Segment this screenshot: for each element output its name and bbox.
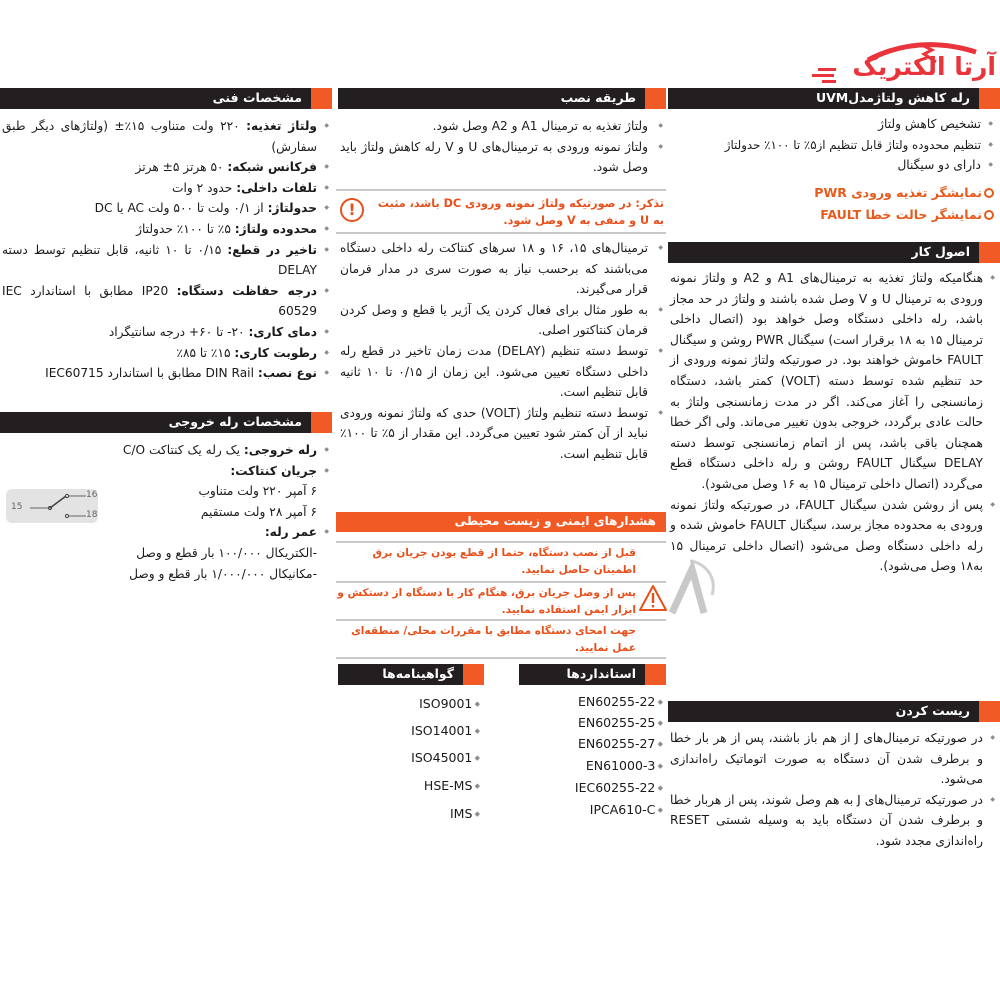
reset-item: ◆ در صورتیکه ترمینال‌های J از هم باز باشند، پس از هر بار خطا و برطرف شدن آن دستگاه به صورت اتوماتیک راه‌اندازی می‌شود. [670, 728, 996, 790]
spec-item [2, 363, 330, 384]
feature-item: ◆ تشخیص کاهش ولتاژ [672, 114, 994, 135]
spec-item [2, 116, 330, 157]
operation-title: اصول کار [911, 244, 970, 259]
warning-triangle-icon [638, 584, 668, 612]
divider [336, 581, 666, 583]
header-accent [979, 242, 1000, 263]
contact-diagram [6, 489, 98, 523]
divider [336, 619, 666, 621]
terminal-16-label: 16 [86, 490, 98, 500]
certificates-list [338, 696, 480, 826]
indicator-ring-icon [984, 188, 994, 198]
standards-list [519, 694, 663, 834]
header-accent [979, 88, 1000, 109]
spec-item [2, 343, 330, 364]
spec-item [2, 157, 330, 178]
spec-value: از ۰/۱ ولت تا ۵۰۰ ولت AC یا DC [94, 201, 268, 216]
relay-life-value: -الکتریکال ۱۰۰/۰۰۰ بار قطع و وصل [136, 545, 317, 560]
contact-current-value: ۶ آمپر ۲۸ ولت مستقیم [200, 504, 317, 519]
spec-item [2, 240, 330, 281]
spec-value: ۲۲۰ ولت متناوب ۱۵٪± (ولتاژهای دیگر طبق سفارش) [2, 119, 317, 154]
relay-life-value: -مکانیکال ۱/۰۰۰/۰۰۰ بار قطع و وصل [129, 566, 317, 581]
safety-item: قبل از نصب دستگاه، حتما از قطع بودن جریان برق اطمینان حاصل نمایید. [372, 547, 636, 576]
spec-key: دمای کاری: [248, 324, 317, 339]
certificate-item: ISO45001 ◆ [411, 750, 480, 765]
contact-current-item [2, 461, 330, 482]
indicator-ring-icon [984, 210, 994, 220]
dc-note-text: تذکر: در صورتیکه ولتاژ نمونه ورودی DC باشد، مثبت به U و منفی به V وصل شود. [377, 197, 664, 227]
spec-value: ۰/۱۵ تا ۱۰ ثانیه، قابل تنظیم توسط دسته DELAY [2, 242, 317, 278]
standard-item: IPCA610-C ◆ [590, 802, 663, 817]
header-accent [979, 701, 1000, 722]
operation-header [668, 242, 1000, 263]
spec-item [2, 322, 330, 343]
brand-logo [808, 38, 998, 86]
installation-item: ◆ به طور مثال برای فعال کردن یک آژیر یا قطع و وصل کردن فرمان کنتاکتور اصلی. [340, 300, 664, 341]
installation-body-2 [340, 238, 664, 465]
installation-item: ◆ ولتاژ تغذیه به ترمینال A1 و A2 وصل شود. [340, 116, 664, 137]
output-relay-item [2, 440, 330, 461]
certificate-item: HSE-MS ◆ [424, 778, 480, 793]
spec-item [2, 178, 330, 199]
spec-value: ۱۵٪ تا ۸۵٪ [176, 345, 235, 360]
feature-item: ◆ تنظیم محدوده ولتاژ قابل تنظیم از۵٪ تا ۱۰۰٪ حدولتاژ [672, 135, 994, 156]
standard-item: EN61000-3 ◆ [586, 758, 663, 773]
installation-header [338, 88, 666, 109]
contact-current-label: جریان کنتاکت: [230, 463, 317, 478]
certificate-item: ISO9001 ◆ [419, 696, 480, 711]
pwr-indicator-label: نمایشگر تغذیه ورودی PWR [814, 184, 982, 200]
spec-value: حدود ۲ وات [172, 180, 237, 195]
standards-title: استانداردها [566, 666, 636, 681]
spec-value: DIN Rail مطابق با استاندارد IEC60715 [45, 366, 258, 381]
safety-header [336, 512, 666, 532]
watermark-icon [660, 555, 720, 625]
spec-value: IP20 مطابق با استاندارد IEC 60529 [2, 283, 317, 319]
terminal-15-label: 15 [11, 502, 23, 512]
terminal-18-label: 18 [86, 510, 98, 520]
operation-item: ◆ پس از روشن شدن سیگنال FAULT، در صورتیکه ولتاژ نمونه ورودی به محدوده مجاز برسد، سیگنال FAULT خاموش شده و رله داخلی دستگاه وصل می‌شود (اتصال داخلی ترمینال ۱۵ به۱۸ وصل می‌شود). [670, 495, 996, 577]
spec-item [2, 281, 330, 322]
installation-body [340, 116, 664, 178]
standard-item: EN60255-22 ◆ [578, 694, 663, 709]
installation-item: ◆ ولتاژ نمونه ورودی به ترمینال‌های U و V رله کاهش ولتاژ باید وصل شود. [340, 137, 664, 178]
safety-item: پس از وصل جریان برق، هنگام کار با دستگاه از دستکش و ابزار ایمن استفاده نمایید. [337, 587, 636, 616]
certificate-item: IMS ◆ [450, 806, 480, 821]
spec-key: رطوبت کاری: [234, 345, 317, 360]
output-title: مشخصات رله خروجی [168, 414, 302, 429]
certificates-title: گواهینامه‌ها [382, 666, 454, 681]
product-features [672, 114, 994, 226]
product-title: رله کاهش ولتاژمدلUVM [815, 90, 970, 105]
spec-key: محدوده ولتاژ: [234, 221, 317, 236]
contact-current-value: ۶ آمپر ۲۲۰ ولت متناوب [198, 484, 317, 499]
standards-header [519, 664, 666, 685]
spec-value: ۵٪ تا ۱۰۰٪ حدولتاژ [136, 221, 235, 236]
installation-item: ◆ توسط دسته تنظیم (DELAY) مدت زمان تاخیر در قطع رله داخلی دستگاه تعیین می‌شود. این زمان از ۰/۱۵ تا ۱۰ ثانیه قابل تنظیم است. [340, 341, 664, 403]
fault-indicator [672, 204, 994, 226]
standard-item: EN60255-25 ◆ [578, 715, 663, 730]
spec-item [2, 198, 330, 219]
spec-key: تلفات داخلی: [236, 180, 317, 195]
reset-header [668, 701, 1000, 722]
reset-title: ریست کردن [895, 703, 970, 718]
spec-key: ولتاژ تغذیه: [246, 119, 317, 133]
output-header [0, 412, 332, 433]
header-accent [645, 88, 666, 109]
header-accent [311, 88, 332, 109]
relay-life-item [2, 522, 330, 543]
specs-list [2, 116, 330, 384]
specs-header [0, 88, 332, 109]
installation-item: ◆ ترمینال‌های ۱۵، ۱۶ و ۱۸ سرهای کنتاکت رله داخلی دستگاه می‌باشند که برحسب نیاز به صورت سری در مدار فرمان قرار می‌گیرند. [340, 238, 664, 300]
reset-body [670, 728, 996, 852]
spec-value: ۵۰ هرتز ۵± هرتز [135, 160, 228, 175]
divider [336, 657, 666, 659]
safety-title: هشدارهای ایمنی و زیست محیطی [454, 514, 656, 528]
divider [336, 232, 666, 234]
fault-indicator-label: نمایشگر حالت خطا FAULT [820, 206, 982, 222]
reset-item: ◆ در صورتیکه ترمینال‌های J به هم وصل شوند، پس از هربار خطا و برطرف شدن آن دستگاه باید به وسیله شستی RESET راه‌اندازی مجدد شود. [670, 790, 996, 852]
relay-life-label: عمر رله: [264, 525, 317, 540]
standard-item: IEC60255-22 ◆ [575, 780, 663, 795]
header-accent [645, 664, 666, 685]
installation-item: ◆ توسط دسته تنظیم ولتاژ (VOLT) حدی که ولتاژ نمونه ورودی نباید از آن کمتر شود تعیین می‌گردد. این مقدار از ۵٪ تا ۱۰۰٪ قابل تنظیم است. [340, 403, 664, 465]
divider [336, 541, 666, 543]
certificates-header [338, 664, 484, 685]
pwr-indicator [672, 182, 994, 204]
dc-note [336, 194, 666, 230]
feature-item: ◆ دارای دو سیگنال [672, 155, 994, 176]
spec-key: درجه حفاظت دستگاه: [176, 283, 318, 298]
standard-item: EN60255-27 ◆ [578, 736, 663, 751]
operation-item: ◆ هنگامیکه ولتاژ تغذیه به ترمینال‌های A1 و A2 و ولتاژ نمونه ورودی به ترمینال U و V وصل شده باشند و ولتاژ در حد مجاز باشد، رله داخلی دستگاه وصل خواهد بود (اتصال داخلی ترمینال ۱۵ به ۱۸ برقرار است) سیگنال PWR روشن و سیگنال FAULT خاموش خواهند بود. در صورتیکه ولتاژ نمونه ورودی از حد تنظیم شده توسط دسته (VOLT) کمتر باشد، دستگاه زمانسنجی را آغاز می‌کند. اگر در مدت زمانسنجی ولتاژ به حالت عادی برگردد، خروجی بدون تغییر می‌ماند. ولی اگر خطا همچنان باقی باشد، پس از اتمام زمانسنجی توسط دسته DELAY سیگنال FAULT روشن و رله داخلی دستگاه قطع می‌گردد (اتصال داخلی ترمینال ۱۵ به ۱۶ وصل می‌شود). [670, 268, 996, 495]
spec-value: ۲۰- تا ۶۰+ درجه سانتیگراد [108, 324, 249, 339]
spec-value: یک رله یک کنتاکت C/O [122, 443, 244, 457]
spec-key: تاخیر در قطع: [227, 242, 318, 257]
spec-key: رله خروجی: [243, 443, 317, 457]
exclamation-icon: ! [340, 198, 364, 222]
header-accent [311, 412, 332, 433]
spec-item [2, 219, 330, 240]
operation-body [670, 268, 996, 577]
specs-title: مشخصات فنی [212, 90, 302, 105]
product-title-header [668, 88, 1000, 109]
spec-key: نوع نصب: [257, 366, 317, 381]
certificate-item: ISO14001 ◆ [411, 723, 480, 738]
header-accent [463, 664, 484, 685]
spec-key: حدولتاژ: [267, 201, 317, 216]
divider [336, 189, 666, 191]
safety-item: جهت امحای دستگاه مطابق با مقررات محلی/ منطقه‌ای عمل نمایید. [351, 625, 636, 654]
installation-title: طریقه نصب [560, 90, 636, 105]
spec-key: فرکانس شبکه: [227, 160, 317, 175]
logo-text: آرتا الکتریک [852, 52, 996, 81]
